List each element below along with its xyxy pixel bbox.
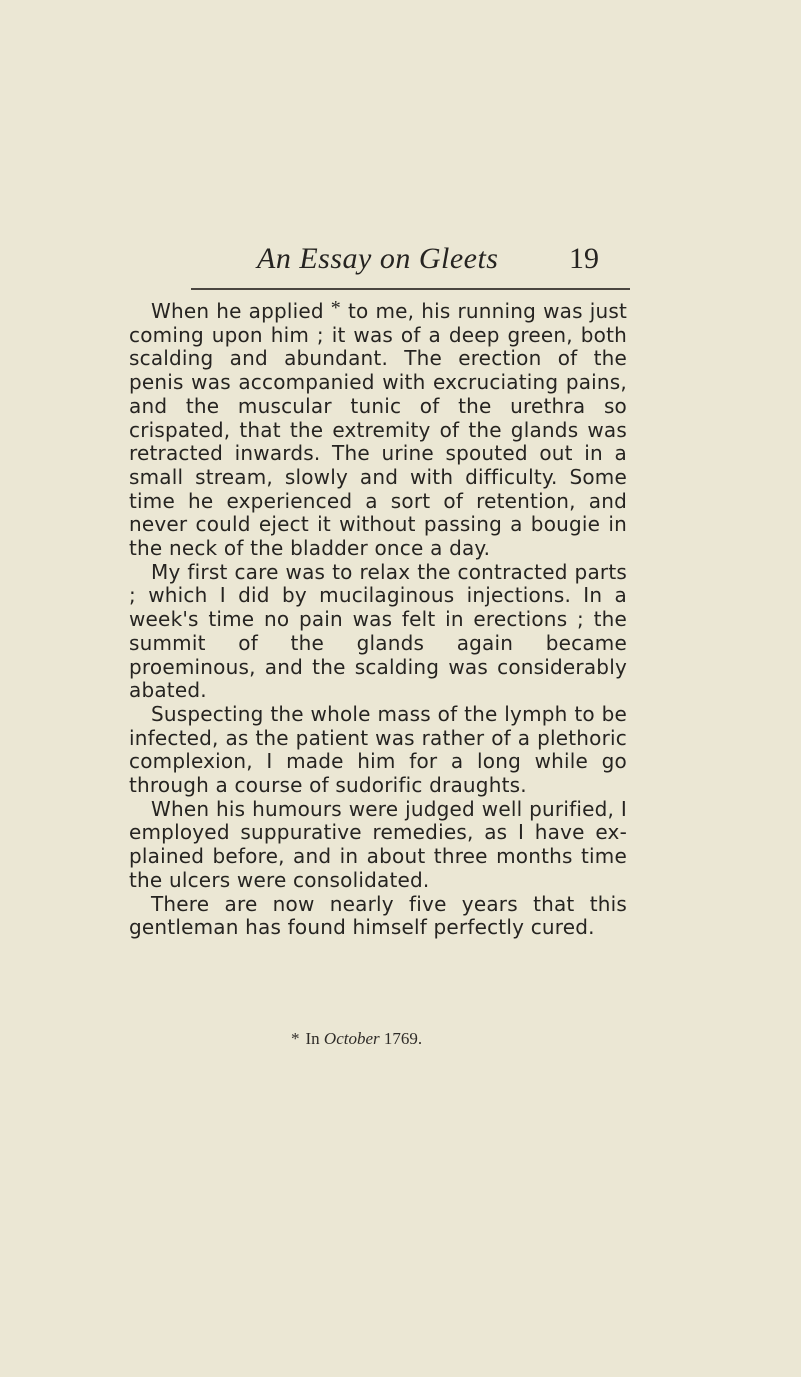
running-head — [0, 242, 801, 282]
footnote-mark: * — [291, 1029, 300, 1048]
footnote-year: 1769. — [383, 1029, 423, 1048]
header-rule — [191, 288, 630, 290]
footnote-month: October — [323, 1029, 380, 1048]
paragraph-3: Suspecting the whole mass of the lymph to be infected, as the patient was rather of a plethoric complexion, I made him for a long while go through a course of sudorific draughts. — [129, 701, 627, 798]
footnote — [291, 1029, 422, 1049]
paragraph-2: My first care was to relax the contracted parts ; which I did by mucilaginous injections. In a week's time no pain was felt in erections ; the summit of the glands again became proeminous, and the scalding was considerably abated. — [129, 559, 627, 703]
body-text — [129, 297, 628, 940]
paragraph-1-lead: When he applied — [151, 299, 331, 323]
paragraph-1-rest: to me, his running was just coming upon him ; it was of a deep green, both scalding and abundant. The erection of the penis was accompanied with excruciating pains, and the muscular tunic of the urethra so crispated, that the extremity of the glands was retracted inwards. The urine spouted out in a small stream, slowly and with difficulty. Some time he experienced a sort of retention, and never could eject it without passing a bougie in the neck of the bladder once a day. — [129, 299, 628, 561]
footnote-reference-mark: * — [330, 297, 341, 319]
paragraph-5: There are now nearly five years that this gentleman has found himself perfectly cured. — [129, 891, 627, 940]
running-head-title: An Essay on Gleets — [257, 242, 499, 275]
paragraph-1 — [129, 297, 628, 561]
footnote-prefix: In — [305, 1029, 320, 1048]
paragraph-4: When his humours were judged well purified, I employed suppurative remedies, as I have ex- plained before, and in about three months time the ulcers were consolidated. — [129, 796, 627, 892]
page-number: 19 — [569, 242, 599, 275]
